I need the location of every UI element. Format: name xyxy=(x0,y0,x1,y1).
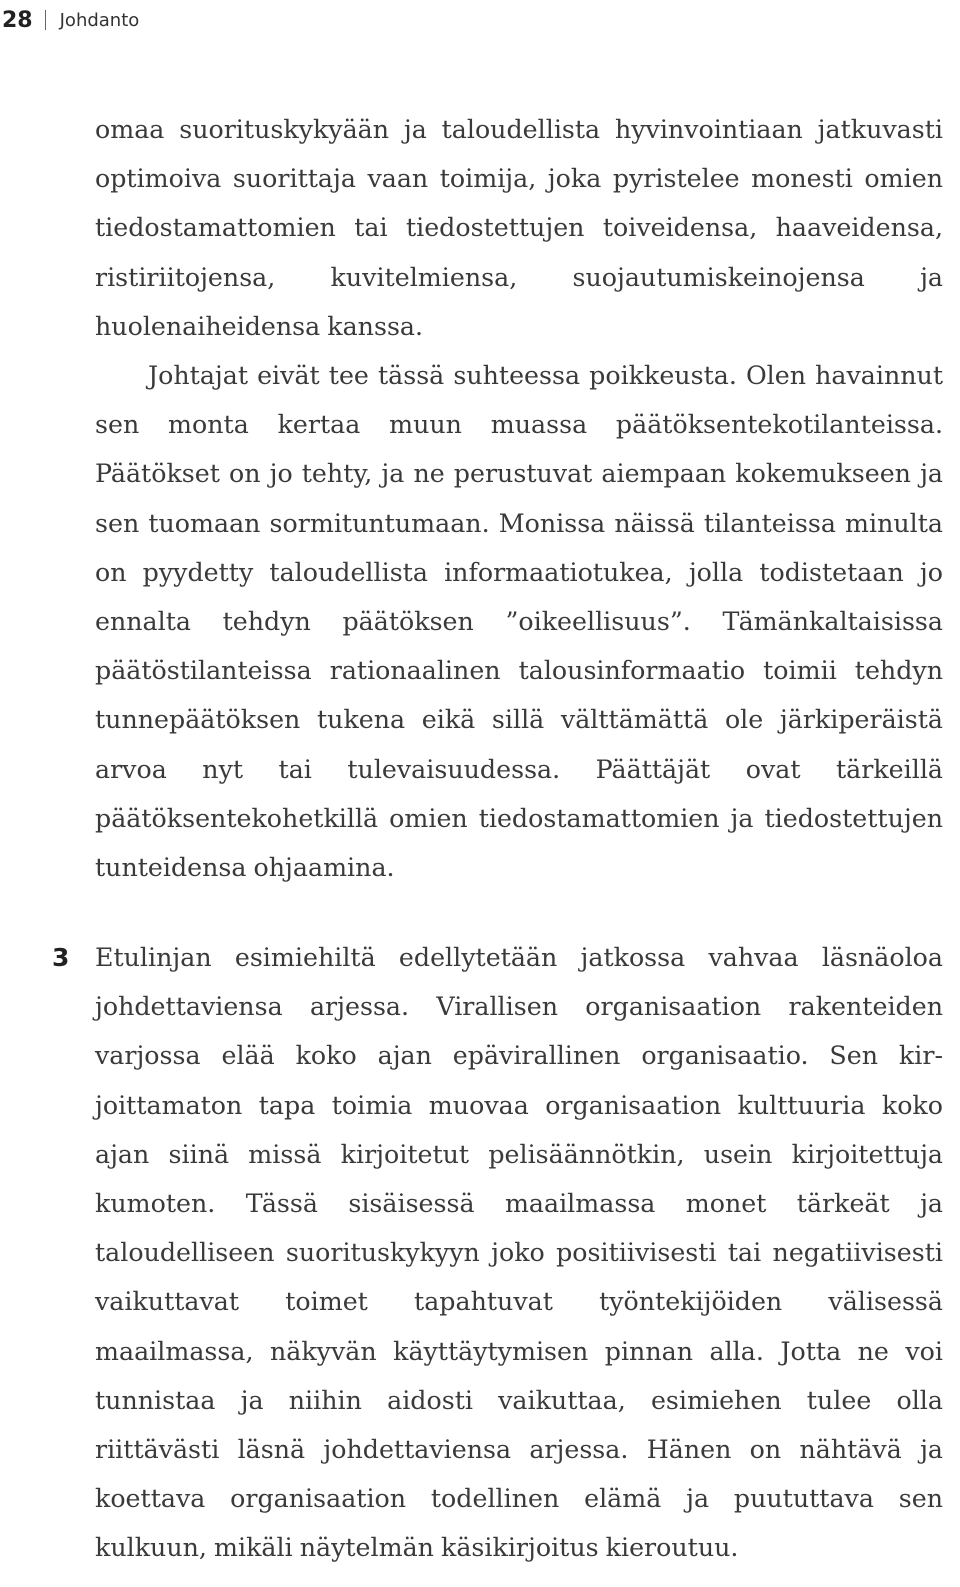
paragraph-2: Johtajat eivät tee tässä suhteessa poikkeusta. Olen havainnut sen monta kertaa muun muassa päätöksentekotilanteissa. Päätökset on jo tehty, ja ne perustuvat aiempaan kokemukseen ja sen tuomaan sormituntumaan. Monissa näissä tilanteissa minulta on pyydetty taloudellista informaatiotukea, jolla todistetaan jo ennalta tehdyn päätöksen ”oikeellisuus”. Tämänkaltaisissa päätöstilanteissa rationaalinen talousinformaatio toimii tehdyn tunnepäätöksen tukena eikä sillä välttämättä ole järkiperäistä arvoa nyt tai tulevaisuudessa. Päättäjät ovat tärkeillä päätöksentekohetkillä omien tiedostamattomien ja tiedostettujen tunteidensa ohjaamina. xyxy=(95,361,943,883)
chapter-title: Johdanto xyxy=(59,9,140,31)
paragraph-1: omaa suorituskykyään ja taloudellista hyvinvointiaan jatkuvasti optimoiva suorittaja vaan toimija, joka pyristelee monesti omien tiedostamattomien tai tiedostettujen toiveidensa, haaveidensa, ristiriitojensa, kuvitelmiensa, suojautumiskeinojensa ja huolenaiheidensa kanssa. xyxy=(95,115,943,341)
header-divider xyxy=(45,10,46,30)
page-number: 28 xyxy=(2,7,33,33)
list-item-number: 3 xyxy=(52,943,70,972)
list-item-text: Etulinjan esimiehiltä edellytetään jatkossa vahvaa läsnäoloa johdettaviensa arjessa. Virallisen organisaation rakenteiden varjossa elää koko ajan epävirallinen organisaatio. Sen kirjoittamaton tapa toimia muovaa organisaation kulttuuria koko ajan siinä missä kirjoitetut pelisäännötkin, usein kirjoitettuja kumoten. Tässä sisäisessä maailmassa monet tärkeät ja taloudelliseen suorituskykyyn joko positiivisesti tai negatiivisesti vaikuttavat toimet tapahtuvat työntekijöiden välisessä maailmassa, näkyvän käyttäytymisen pinnan alla. Jotta ne voi tunnistaa ja niihin aidosti vaikuttaa, esimiehen tulee olla riittävästi läsnä johdettaviensa arjessa. Hänen on nähtävä ja koettava organisaation todellinen elämä ja puututtava sen kulkuun, mikäli näytelmän käsikirjoitus kieroutuu. xyxy=(95,943,943,1563)
page-header xyxy=(2,2,139,38)
